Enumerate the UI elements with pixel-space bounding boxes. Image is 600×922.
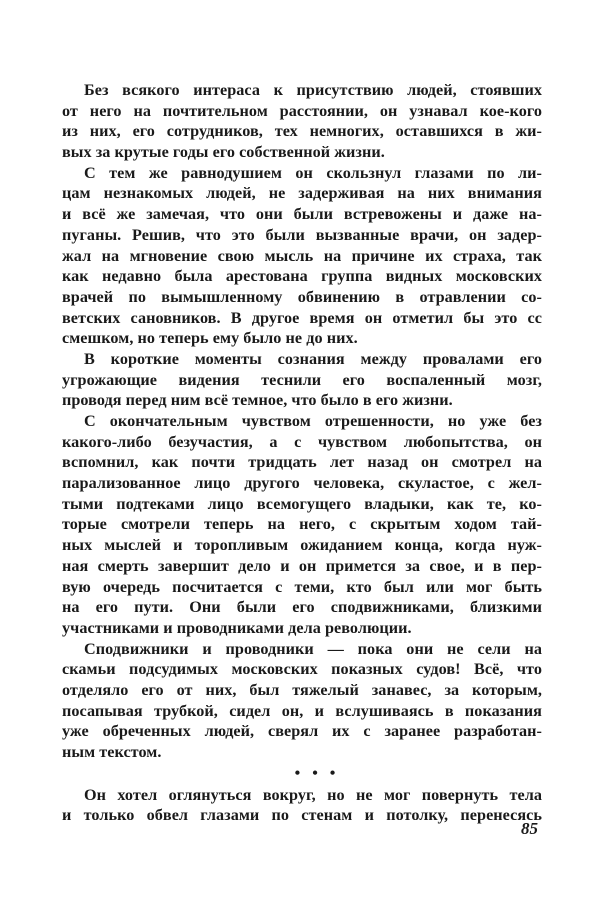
text-line: Он хотел оглянуться вокруг, но не мог повернуть тела <box>84 785 542 804</box>
text-line: угрожающие видения теснили его воспаленный мозг, <box>62 370 542 389</box>
text-line: отделяло его от них, был тяжелый занавес, за которым, <box>62 680 542 699</box>
text-line: С окончательным чувством отрешенности, но уже без <box>84 412 542 430</box>
text-line: и только обвел глазами по стенам и потолку, перенесясь <box>62 806 542 825</box>
text-line: тыми подтеками лицо всемогущего владыки, как те, ко- <box>62 494 542 513</box>
text-line: вспомнил, как почти тридцать лет назад он смотрел на <box>62 453 542 472</box>
text-line: Сподвижники и проводники — пока они не сели на <box>84 639 542 658</box>
text-line: парализованное лицо другого человека, скуластое, с жел- <box>62 474 542 493</box>
text-line: торые смотрели теперь на него, с скрытым ходом тай- <box>62 515 542 534</box>
page-text <box>62 80 542 826</box>
text-line: жал на мгновение свою мысль на причине их страха, так <box>62 246 542 265</box>
text-line: пуганы. Решив, что это были вызванные врачи, он задер- <box>62 225 542 244</box>
text-line: ным текстом. <box>62 743 162 761</box>
paragraph-1 <box>62 80 542 163</box>
text-line: и всё же замечая, что они были встревожены и даже на- <box>62 205 542 224</box>
text-line: врачей по вымышленному обвинению в отравлении со- <box>62 287 542 306</box>
text-line: скамьи подсудимых московских показных судов! Всё, что <box>62 660 542 679</box>
text-line: какого-либо безучастия, а с чувством любопытства, он <box>62 432 542 451</box>
text-line: С тем же равнодушием он скользнул глазами по ли- <box>84 163 542 182</box>
text-line: ветских сановников. В другое время он отметил бы это сс <box>62 308 542 327</box>
text-line: ных мыслей и торопливым ожиданием конца, когда нуж- <box>62 536 542 555</box>
page-number: 85 <box>521 819 538 838</box>
text-line: вых за крутые годы его собственной жизни. <box>62 143 385 162</box>
text-line: Без всякого интераса к присутствию людей, стоявших <box>84 81 542 99</box>
paragraph-4 <box>62 411 542 639</box>
paragraph-5 <box>62 639 542 763</box>
text-line: уже обреченных людей, сверял их с заранее разработан- <box>62 722 542 741</box>
text-line: от него на почтительном расстоянии, он узнавал кое-кого <box>62 101 542 120</box>
section-separator: • • • <box>294 764 340 782</box>
text-line: проводя перед ним всё темное, что было в его жизни. <box>62 391 453 410</box>
text-line: смешком, но теперь ему было не до них. <box>62 329 358 348</box>
paragraph-2 <box>62 163 542 349</box>
paragraph-3 <box>62 349 542 411</box>
text-line: участниками и проводниками дела революции. <box>62 618 412 637</box>
text-line: ная смерть завершит дело и он примется за свое, и в пер- <box>62 556 542 575</box>
text-line: из них, его сотрудников, тех немногих, оставшихся в жи- <box>62 122 542 141</box>
text-line: на его пути. Они были его сподвижниками, близкими <box>62 598 542 617</box>
paragraph-6 <box>62 785 542 826</box>
text-line: вую очередь посчитается с теми, кто был или мог быть <box>62 577 542 596</box>
text-line: цам незнакомых людей, не задерживая на них внимания <box>62 184 542 203</box>
text-line: как недавно была арестована группа видных московских <box>62 267 542 286</box>
text-line: посапывая трубкой, сидел он, и вслушиваясь в показания <box>62 701 542 720</box>
text-line: В короткие моменты сознания между провалами его <box>84 349 542 368</box>
